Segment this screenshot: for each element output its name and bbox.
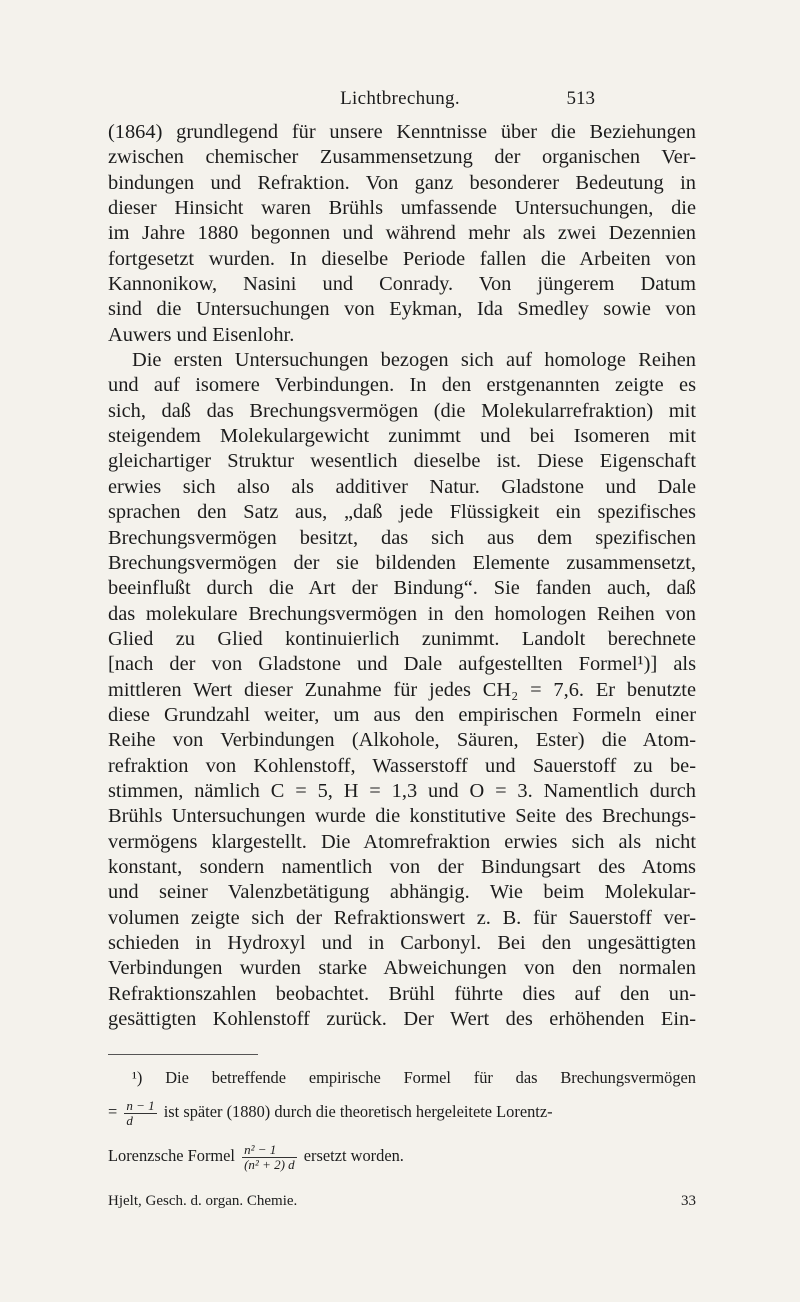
body-line: erwies sich also als additiver Natur. Gladstone und Dale (108, 475, 696, 498)
footnote (108, 1066, 696, 1178)
lorentz-lorenz-fraction (242, 1143, 297, 1172)
body-text (108, 120, 696, 1032)
body-line: sprachen den Satz aus, „daß jede Flüssigkeit ein spezifisches (108, 501, 696, 524)
body-line: volumen zeigte sich der Refraktionswert z. B. für Sauerstoff ver- (108, 906, 696, 929)
body-line: fortgesetzt wurden. In dieselbe Periode fallen die Arbeiten von (108, 247, 696, 270)
body-line: (1864) grundlegend für unsere Kenntnisse über die Beziehungen (108, 121, 696, 143)
fraction-numerator: n − 1 (126, 1097, 155, 1113)
body-line: vermögens klargestellt. Die Atomrefraktion erwies sich als nicht (108, 830, 696, 853)
body-line: das molekulare Brechungsvermögen in den homologen Reihen von (108, 602, 696, 625)
fraction-denominator: (n² + 2) d (244, 1156, 295, 1172)
body-line: Brühls Untersuchungen wurde die konstitutive Seite des Brechungs- (108, 805, 696, 828)
body-line: Brechungsvermögen besitzt, das sich aus dem spezifischen (108, 526, 696, 549)
body-line: gesättigten Kohlenstoff zurück. Der Wert des erhöhenden Ein- (108, 1008, 696, 1031)
footnote-equals: = (108, 1102, 118, 1121)
body-line: Verbindungen wurden starke Abweichungen von den normalen (108, 957, 696, 980)
body-line: Auwers und Eisenlohr. (108, 323, 295, 346)
body-line: dieser Hinsicht waren Brühls umfassende Untersuchungen, die (108, 197, 696, 220)
running-title: Lichtbrechung. (340, 88, 460, 109)
body-line: zwischen chemischer Zusammensetzung der organischen Ver- (108, 146, 696, 169)
empirical-formula-fraction (124, 1099, 156, 1128)
body-line: steigendem Molekulargewicht zunimmt und bei Isomeren mit (108, 425, 696, 448)
body-line: schieden in Hydroxyl und in Carbonyl. Bei den ungesättigten (108, 932, 696, 954)
footnote-formula-line (108, 1134, 696, 1178)
body-line: Kannonikow, Nasini und Conrady. Von jüngerem Datum (108, 273, 696, 296)
body-line: Refraktionszahlen beobachtet. Brühl führte dies auf den un- (108, 982, 696, 1005)
page-header (0, 88, 800, 118)
fraction-numerator: n² − 1 (242, 1143, 297, 1158)
footnote-formula-line (108, 1090, 696, 1134)
body-line: Glied zu Glied kontinuierlich zunimmt. Landolt berechnete (108, 627, 696, 650)
body-line: gleichartiger Struktur wesentlich dieselbe ist. Diese Eigenschaft (108, 450, 696, 473)
sheet-signature: 33 (681, 1193, 696, 1209)
body-line: konstant, sondern namentlich von der Bindungsart des Atoms (108, 855, 696, 878)
footnote-text: ist später (1880) durch die theoretisch hergeleitete Lorentz- (163, 1102, 553, 1121)
page-footer (108, 1193, 696, 1215)
body-line: sich, daß das Brechungsvermögen (die Molekularrefraktion) mit (108, 399, 696, 422)
body-line: und seiner Valenzbetätigung abhängig. Wie beim Molekular- (108, 881, 696, 904)
footnote-line: ¹) Die betreffende empirische Formel für das Brechungsvermögen (132, 1068, 696, 1087)
body-line: refraktion von Kohlenstoff, Wasserstoff und Sauerstoff zu be- (108, 754, 696, 777)
body-line: bindungen und Refraktion. Von ganz besonderer Bedeutung in (108, 171, 696, 194)
body-line: mittleren Wert dieser Zunahme für jedes CH₂ = 7,6. Er benutzte (108, 678, 696, 701)
body-line: im Jahre 1880 begonnen und während mehr als zwei Dezennien (108, 222, 696, 245)
footnote-text: Lorenzsche Formel (108, 1146, 235, 1165)
source-reference: Hjelt, Gesch. d. organ. Chemie. (108, 1193, 298, 1209)
body-line: und auf isomere Verbindungen. In den erstgenannten zeigte es (108, 374, 696, 397)
footnote-divider (108, 1054, 258, 1055)
fraction-denominator: d (126, 1112, 133, 1128)
footnote-text: ersetzt worden. (303, 1146, 404, 1165)
page-number: 513 (566, 88, 595, 109)
body-line: [nach der von Gladstone und Dale aufgestellten Formel¹)] als (108, 653, 696, 676)
body-line: Die ersten Untersuchungen bezogen sich auf homologe Reihen (132, 349, 696, 372)
body-line: stimmen, nämlich C = 5, H = 1,3 und O = 3. Namentlich durch (108, 779, 696, 802)
body-line: sind die Untersuchungen von Eykman, Ida Smedley sowie von (108, 298, 696, 321)
body-line: diese Grundzahl weiter, um aus den empirischen Formeln einer (108, 703, 696, 726)
body-line: Brechungsvermögen der sie bildenden Elemente zusammensetzt, (108, 551, 696, 574)
body-line: beeinflußt durch die Art der Bindung“. Sie fanden auch, daß (108, 577, 696, 600)
body-line: Reihe von Verbindungen (Alkohole, Säuren, Ester) die Atom- (108, 729, 696, 752)
